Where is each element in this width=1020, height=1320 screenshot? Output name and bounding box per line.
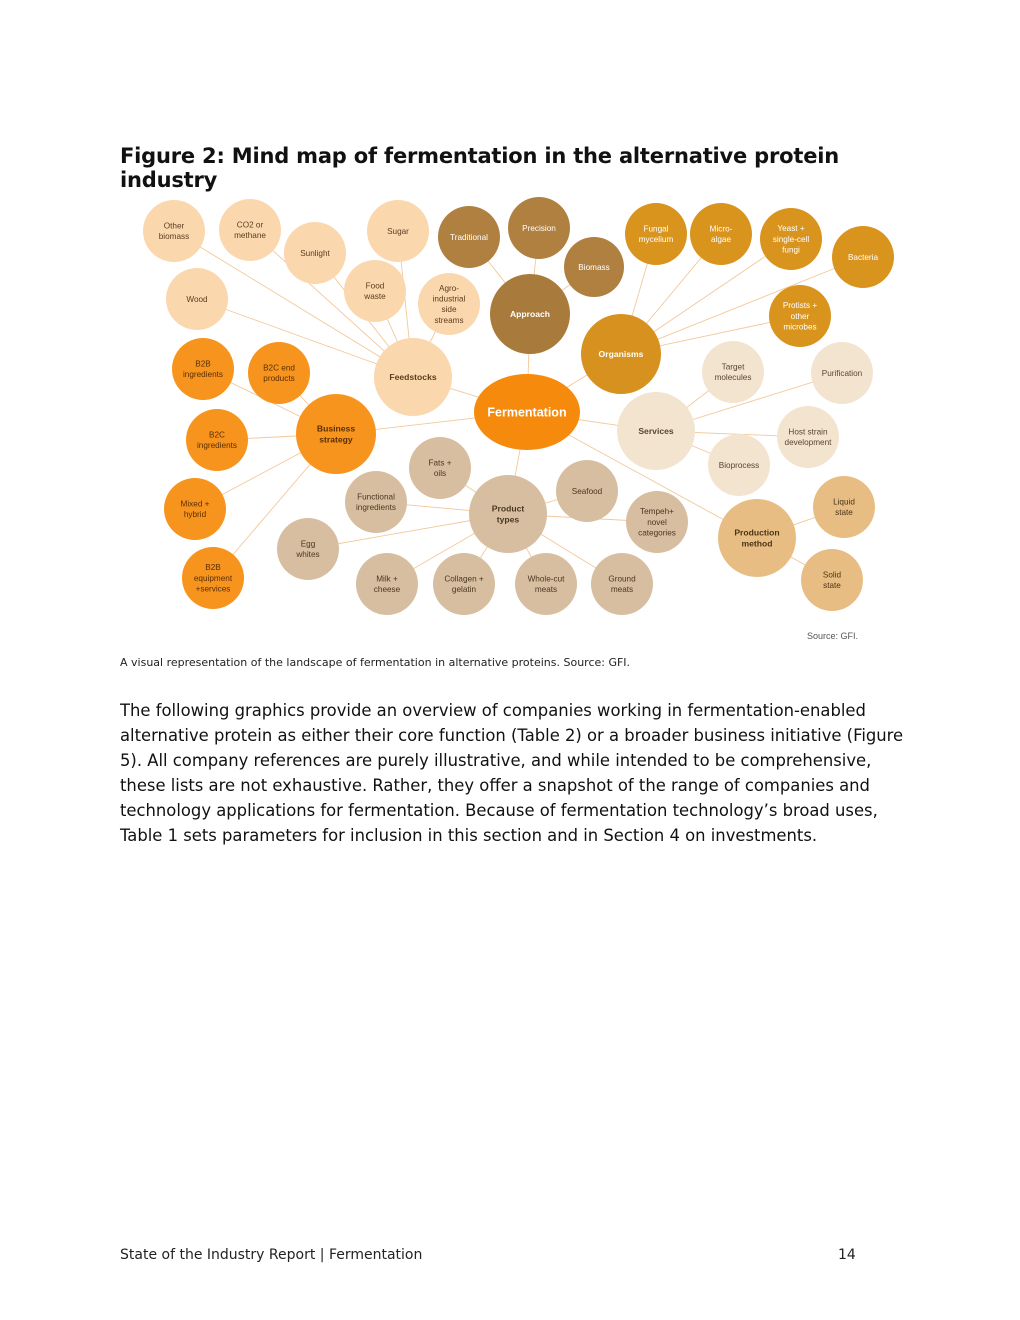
- node-label: Collagen + gelatin: [444, 574, 484, 595]
- node-traditional: [438, 206, 500, 268]
- node-label: Solid state: [822, 570, 842, 591]
- node-label: Fungal mycelium: [638, 224, 674, 245]
- node-label: Functional ingredients: [355, 492, 397, 513]
- node-label: Business strategy: [316, 423, 356, 445]
- node-fats: [409, 437, 471, 499]
- node-purification: [811, 342, 873, 404]
- node-label: Precision: [522, 223, 556, 233]
- figure-title: Figure 2: Mind map of fermentation in the alternative protein industry: [120, 144, 840, 192]
- node-label: Host strain development: [784, 427, 832, 448]
- node-agro: [418, 273, 480, 335]
- node-label: Agro-industrial side streams: [432, 283, 466, 325]
- node-label: Organisms: [598, 349, 644, 360]
- node-circle: [690, 203, 752, 265]
- node-label: Sugar: [387, 226, 409, 236]
- node-organisms: [581, 314, 661, 394]
- node-bioprocess: [708, 434, 770, 496]
- node-circle: [418, 273, 480, 335]
- node-label: B2C end products: [263, 363, 295, 384]
- node-label: Egg whites: [296, 539, 320, 560]
- node-food-waste: [344, 260, 406, 322]
- node-circle: [813, 476, 875, 538]
- node-feedstocks: [374, 338, 452, 416]
- node-circle: [625, 203, 687, 265]
- node-circle: [777, 406, 839, 468]
- node-label: Seafood: [571, 486, 603, 496]
- node-microalgae: [690, 203, 752, 265]
- node-label: Protists + other microbes: [782, 301, 818, 332]
- node-label: Feedstocks: [389, 372, 437, 383]
- node-tempeh: [626, 491, 688, 553]
- node-label: Mixed + hybrid: [180, 499, 210, 520]
- node-product: [469, 475, 547, 553]
- node-services: [617, 392, 695, 470]
- node-co2: [219, 199, 281, 261]
- node-label: Liquid state: [833, 497, 855, 518]
- node-label: B2C ingredients: [196, 430, 238, 451]
- node-circle: [345, 471, 407, 533]
- node-label: Target molecules: [714, 362, 752, 383]
- node-label: Milk + cheese: [373, 574, 401, 595]
- node-label: Product types: [491, 503, 525, 525]
- node-label: Fermentation: [487, 405, 567, 420]
- node-label: Purification: [821, 368, 863, 378]
- node-circle: [702, 341, 764, 403]
- node-label: Other biomass: [158, 221, 190, 242]
- node-circle: [433, 553, 495, 615]
- node-host: [777, 406, 839, 468]
- node-circle: [591, 553, 653, 615]
- node-precision: [508, 197, 570, 259]
- node-circle: [172, 338, 234, 400]
- node-b2b-equip: [182, 547, 244, 609]
- node-fermentation: [474, 374, 580, 450]
- node-liquid: [813, 476, 875, 538]
- fermentation-mind-map: [140, 192, 900, 642]
- node-label: Approach: [509, 309, 551, 320]
- node-ground: [591, 553, 653, 615]
- node-fungal: [625, 203, 687, 265]
- node-circle: [344, 260, 406, 322]
- node-label: Food waste: [364, 281, 386, 302]
- node-label: Yeast + single-cell fungi: [772, 224, 810, 255]
- node-label: Tempeh+ novel categories: [638, 507, 676, 538]
- node-sunlight: [284, 222, 346, 284]
- node-circle: [515, 553, 577, 615]
- node-label: Wood: [186, 294, 208, 304]
- node-circle: [409, 437, 471, 499]
- node-protists: [769, 285, 831, 347]
- node-label: Bioprocess: [718, 460, 760, 470]
- node-b2c-end: [248, 342, 310, 404]
- node-collagen: [433, 553, 495, 615]
- node-circle: [164, 478, 226, 540]
- node-b2c-ing: [186, 409, 248, 471]
- node-circle: [356, 553, 418, 615]
- node-target: [702, 341, 764, 403]
- node-business: [296, 394, 376, 474]
- node-yeast: [760, 208, 822, 270]
- node-circle: [277, 518, 339, 580]
- node-wood: [166, 268, 228, 330]
- node-circle: [248, 342, 310, 404]
- node-mixed: [164, 478, 226, 540]
- node-label: B2B ingredients: [182, 359, 224, 380]
- node-wholecut: [515, 553, 577, 615]
- node-label: B2B equipment +services: [193, 563, 233, 594]
- node-circle: [186, 409, 248, 471]
- node-label: Services: [638, 426, 674, 437]
- node-label: Whole-cut meats: [527, 574, 565, 595]
- node-sugar: [367, 200, 429, 262]
- node-label: Production method: [734, 527, 780, 549]
- node-functional: [345, 471, 407, 533]
- figure-source-note: Source: GFI.: [806, 631, 858, 641]
- node-label: CO2 or methane: [234, 220, 266, 241]
- node-label: Fats + oils: [428, 458, 452, 479]
- node-bacteria: [832, 226, 894, 288]
- node-b2b-ing: [172, 338, 234, 400]
- node-circle: [801, 549, 863, 611]
- node-approach: [490, 274, 570, 354]
- node-label: Micro-algae: [709, 224, 733, 245]
- footer-report-title: State of the Industry Report | Fermentation: [120, 1247, 423, 1263]
- node-label: Traditional: [450, 232, 488, 242]
- node-label: Biomass: [578, 262, 610, 272]
- body-paragraph: The following graphics provide an overview of companies working in fermentation-enabled alternative protein as either their core function (Table 2) or a broader business initiative (Figure 5). All company references are purely illustrative, and while intended to be comprehensive, these lists are not exhaustive. Rather, they offer a snapshot of the range of companies and technology applications for fermentation. Because of fermentation technology’s broad uses, Table 1 sets parameters for inclusion in this section and in Section 4 on investments.: [120, 701, 904, 845]
- node-circle: [219, 199, 281, 261]
- node-label: Ground meats: [608, 574, 636, 595]
- node-circle: [143, 200, 205, 262]
- node-egg: [277, 518, 339, 580]
- node-production: [718, 499, 796, 577]
- node-other-biomass: [143, 200, 205, 262]
- node-milk: [356, 553, 418, 615]
- node-solid: [801, 549, 863, 611]
- mind-map-nodes: [143, 197, 894, 615]
- node-label: Bacteria: [847, 252, 879, 262]
- node-label: Sunlight: [300, 248, 330, 258]
- node-seafood: [556, 460, 618, 522]
- footer-page-number: 14: [838, 1247, 856, 1263]
- figure-caption: A visual representation of the landscape of fermentation in alternative proteins. Source: GFI.: [120, 656, 631, 669]
- node-biomass: [564, 237, 624, 297]
